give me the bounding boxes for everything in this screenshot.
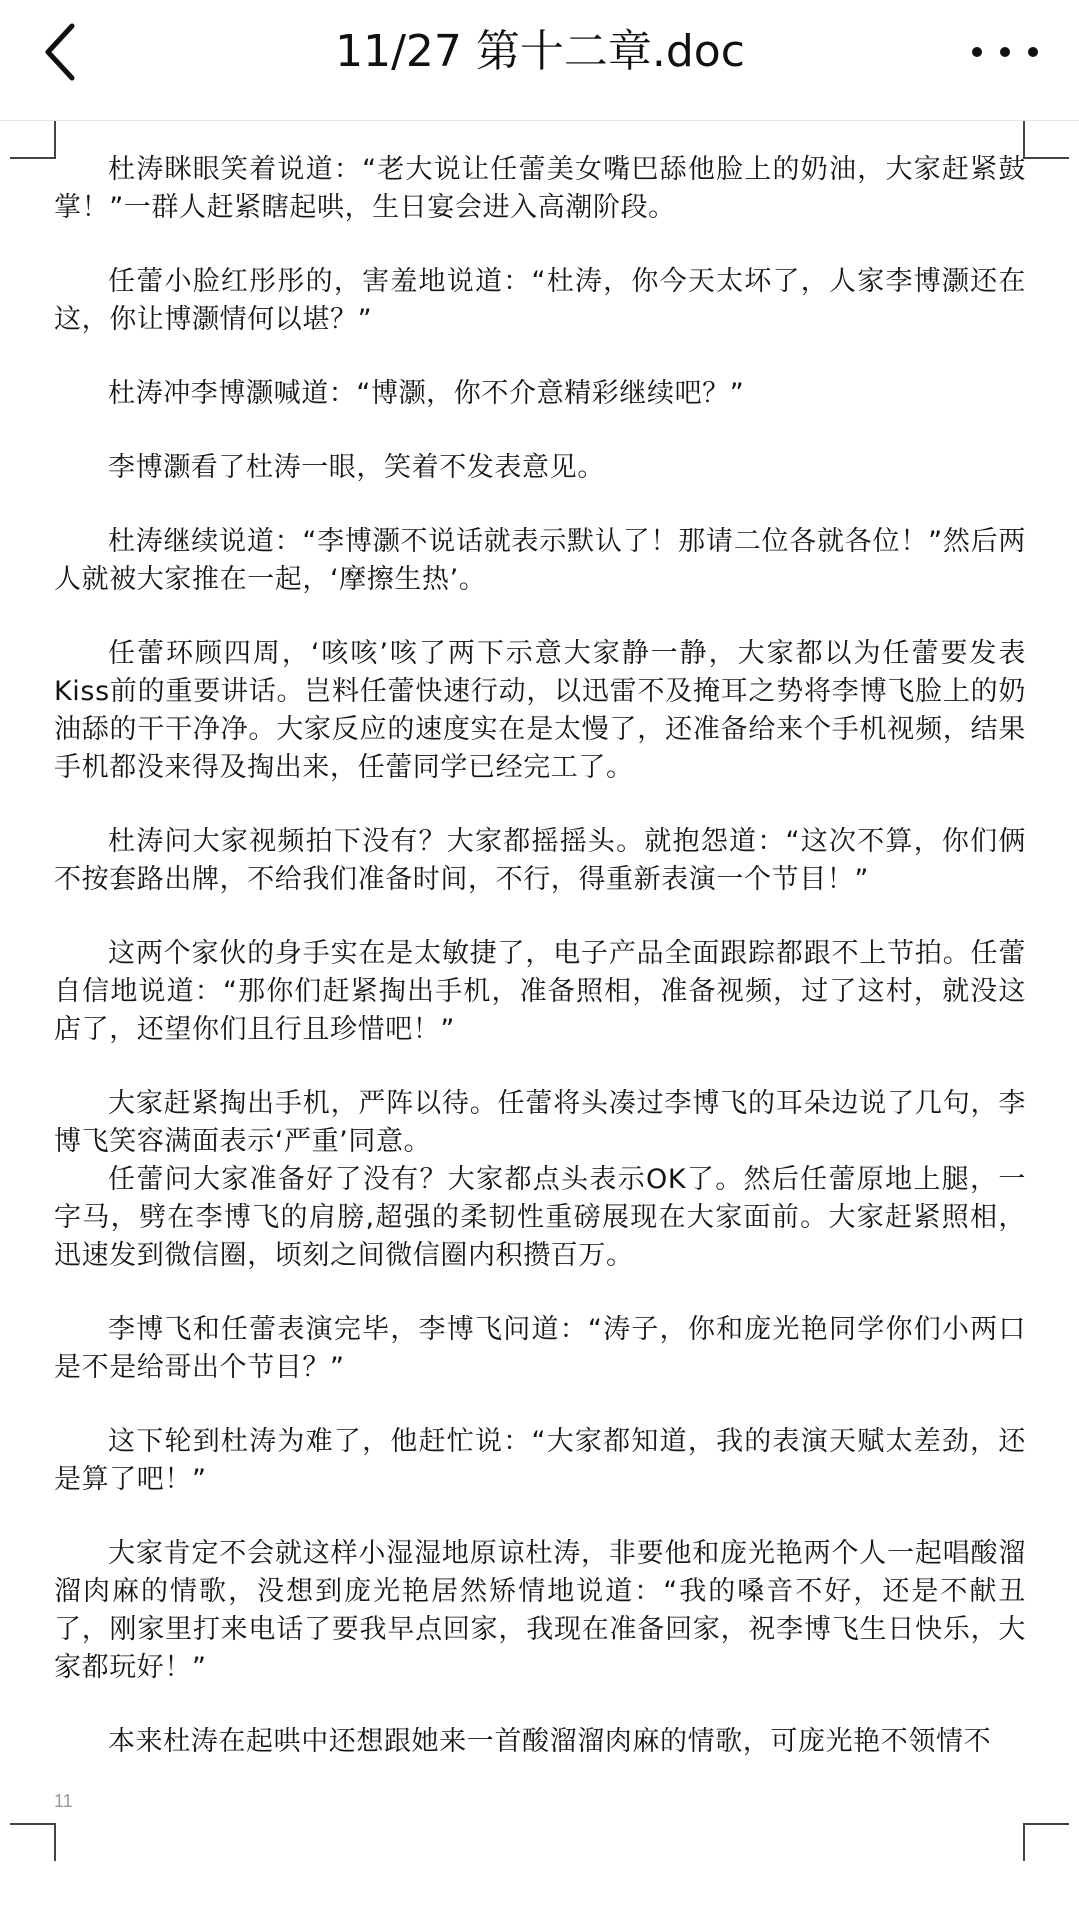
- chevron-left-icon: [38, 16, 102, 88]
- paragraph: 这两个家伙的身手实在是太敏捷了，电子产品全面跟踪都跟不上节拍。任蕾自信地说道：“那你们赶紧掏出手机，准备照相，准备视频，过了这村，就没这店了，还望你们且行且珍惜吧！”: [54, 938, 1026, 1045]
- paragraph: 杜涛问大家视频拍下没有？大家都摇摇头。就抱怨道：“这次不算，你们俩不按套路出牌，不给我们准备时间，不行，得重新表演一个节目！”: [54, 826, 1026, 895]
- paragraph: 大家肯定不会就这样小湿湿地原谅杜涛，非要他和庞光艳两个人一起唱酸溜溜肉麻的情歌，没想到庞光艳居然矫情地说道：“我的嗓音不好，还是不献丑了，刚家里打来电话了要我早点回家，我现在准备回家，祝李博飞生日快乐，大家都玩好！”: [54, 1538, 1026, 1683]
- document-body: [54, 151, 1026, 1797]
- page-corner-mark: [10, 121, 56, 159]
- paragraph: 任蕾小脸红彤彤的，害羞地说道：“杜涛，你今天太坏了，人家李博灏还在这，你让博灏情何以堪？”: [54, 266, 1026, 335]
- more-horizontal-icon: [961, 24, 1049, 80]
- page-corner-mark: [10, 1823, 56, 1861]
- document-page[interactable]: [0, 121, 1079, 1918]
- top-bar: [0, 0, 1079, 121]
- paragraph: 杜涛继续说道：“李博灏不说话就表示默认了！那请二位各就各位！”然后两人就被大家推在一起，‘摩擦生热’。: [54, 526, 1026, 595]
- page-number: 11: [54, 1791, 73, 1811]
- back-button[interactable]: [38, 16, 102, 88]
- paragraph: 杜涛冲李博灏喊道：“博灏，你不介意精彩继续吧？”: [108, 378, 745, 409]
- page-corner-mark: [1023, 121, 1069, 159]
- page-corner-mark: [1023, 1823, 1069, 1861]
- more-button[interactable]: [961, 24, 1049, 80]
- paragraph: 本来杜涛在起哄中还想跟她来一首酸溜溜肉麻的情歌，可庞光艳不领情不: [108, 1726, 992, 1757]
- paragraph: 杜涛眯眼笑着说道：“老大说让任蕾美女嘴巴舔他脸上的奶油，大家赶紧鼓掌！”一群人赶紧瞎起哄，生日宴会进入高潮阶段。: [54, 154, 1026, 223]
- paragraph: 这下轮到杜涛为难了，他赶忙说：“大家都知道，我的表演天赋太差劲，还是算了吧！”: [54, 1426, 1026, 1495]
- document-title: 11/27 第十二章.doc: [335, 26, 745, 77]
- paragraph: 任蕾环顾四周，‘咳咳’咳了两下示意大家静一静，大家都以为任蕾要发表Kiss前的重要讲话。岂料任蕾快速行动，以迅雷不及掩耳之势将李博飞脸上的奶油舔的干干净净。大家反应的速度实在是太慢了，还准备给来个手机视频，结果手机都没来得及掏出来，任蕾同学已经完工了。: [54, 638, 1026, 783]
- paragraph: 李博飞和任蕾表演完毕，李博飞问道：“涛子，你和庞光艳同学你们小两口是不是给哥出个节目？”: [54, 1314, 1026, 1383]
- paragraph: 李博灏看了杜涛一眼，笑着不发表意见。: [108, 452, 605, 483]
- paragraph: 任蕾问大家准备好了没有？大家都点头表示OK了。然后任蕾原地上腿，一字马，劈在李博飞的肩膀,超强的柔韧性重磅展现在大家面前。大家赶紧照相，迅速发到微信圈，顷刻之间微信圈内积攒百万。: [54, 1164, 1026, 1271]
- paragraph: 大家赶紧掏出手机，严阵以待。任蕾将头凑过李博飞的耳朵边说了几句，李博飞笑容满面表示‘严重’同意。: [54, 1088, 1026, 1157]
